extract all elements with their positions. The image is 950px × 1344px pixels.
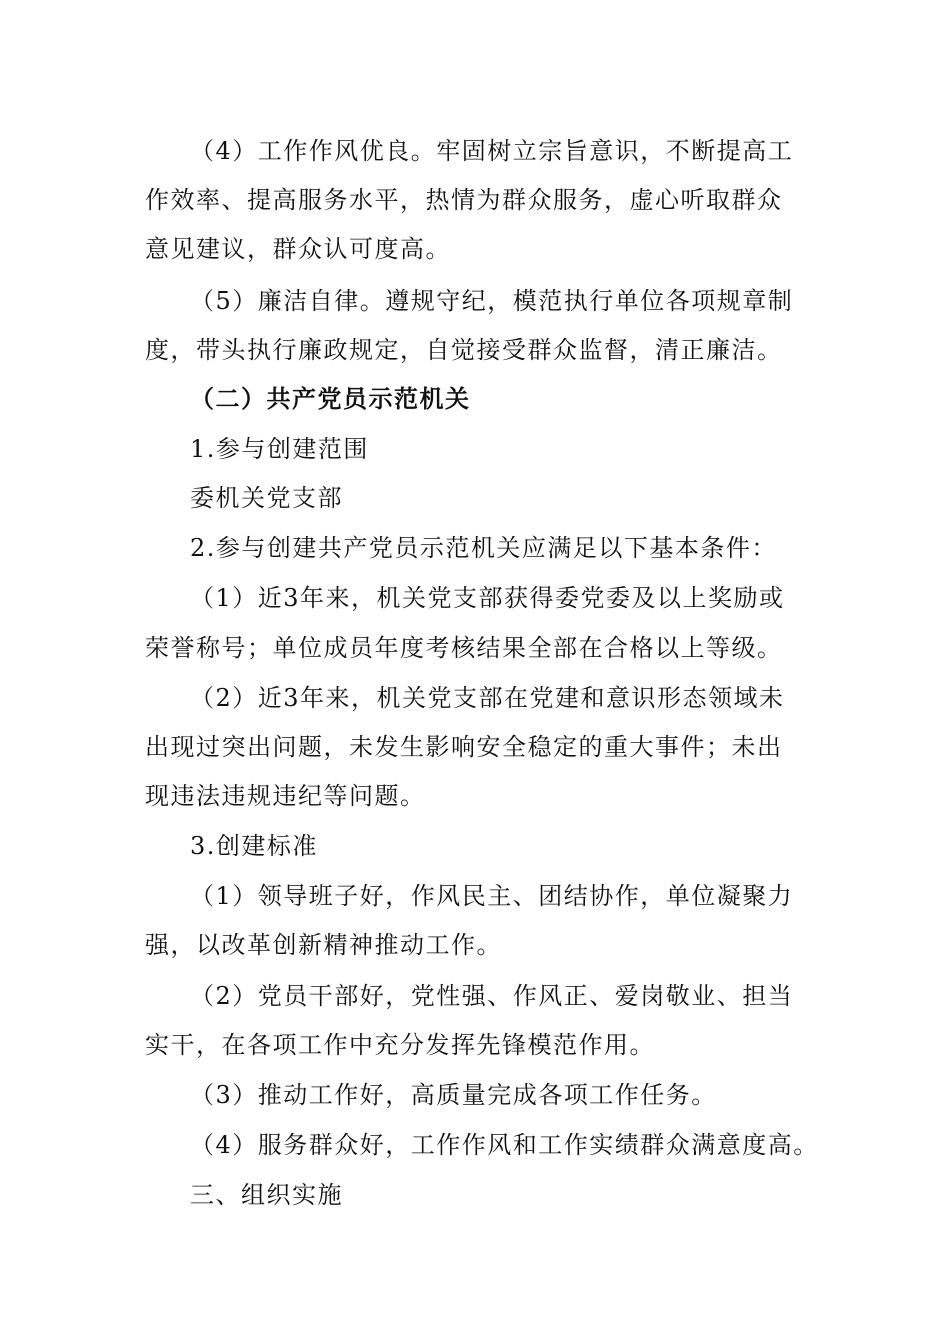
condition-1-line-2: 荣誉称号；单位成员年度考核结果全部在合格以上等级。 bbox=[145, 634, 783, 662]
condition-1-line-1: （1）近3年来，机关党支部获得委党委及以上奖励或 bbox=[190, 584, 785, 612]
condition-2-line-2: 出现过突出问题，未发生影响安全稳定的重大事件；未出 bbox=[145, 733, 783, 761]
paragraph-4-line-3: 意见建议，群众认可度高。 bbox=[145, 235, 451, 263]
standard-2-line-2: 实干，在各项工作中充分发挥先锋模范作用。 bbox=[145, 1031, 655, 1059]
scope-content: 委机关党支部 bbox=[190, 484, 343, 512]
standard-1-line-1: （1）领导班子好，作风民主、团结协作，单位凝聚力 bbox=[190, 882, 794, 910]
condition-2-line-1: （2）近3年来，机关党支部在党建和意识形态领域未 bbox=[190, 684, 785, 712]
condition-2-line-3: 现违法违规违纪等问题。 bbox=[145, 782, 426, 810]
standard-3: （3）推动工作好，高质量完成各项工作任务。 bbox=[190, 1081, 717, 1109]
paragraph-5-line-2: 度，带头执行廉政规定，自觉接受群众监督，清正廉洁。 bbox=[145, 336, 783, 364]
paragraph-5-line-1: （5）廉洁自律。遵规守纪，模范执行单位各项规章制 bbox=[190, 287, 794, 315]
standard-2-line-1: （2）党员干部好，党性强、作风正、爱岗敬业、担当 bbox=[190, 982, 794, 1010]
paragraph-4-line-1: （4）工作作风优良。牢固树立宗旨意识，不断提高工 bbox=[190, 137, 794, 165]
paragraph-4-line-2: 作效率、提高服务水平，热情为群众服务，虚心听取群众 bbox=[145, 186, 783, 214]
subheading-scope: 1.参与创建范围 bbox=[190, 435, 369, 463]
subheading-conditions: 2.参与创建共产党员示范机关应满足以下基本条件： bbox=[190, 534, 777, 562]
subheading-standards: 3.创建标准 bbox=[190, 832, 318, 860]
standard-1-line-2: 强，以改革创新精神推动工作。 bbox=[145, 931, 502, 959]
section-heading-3: 三、组织实施 bbox=[190, 1181, 343, 1209]
section-heading-2: （二）共产党员示范机关 bbox=[190, 385, 471, 413]
standard-4: （4）服务群众好，工作作风和工作实绩群众满意度高。 bbox=[190, 1131, 819, 1159]
